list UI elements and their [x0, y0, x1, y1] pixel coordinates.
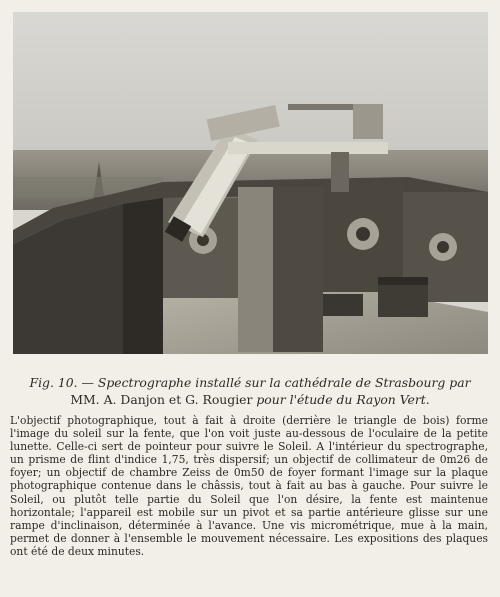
body-paragraph: L'objectif photographique, tout à fait à droite (derrière le triangle de bois) forme l'image du soleil sur la fente, que l'on voit juste au-dessous de l'oculaire de la petite lunette. Celle-ci sert de pointeur pour suivre le Soleil. A l'intérieur du spectrographe, un prisme de flint d'indice 1,75, très dispersif; un objectif de collimateur de 0m26 de foyer; un objectif de chambre Zeiss de 0m50 de foyer formant l'image sur la plaque photographique contenue dans le châssis, tout à fait au bas à gauche. Pour suivre le Soleil, ou plutôt telle partie du Soleil que l'on désire, la fente est maintenue horizontale; l'appareil est mobile sur un pivot et sa partie antérieure glisse sur une rampe d'inclinaison, déterminée à l'avance. Une vis micrométrique, mue à la main, permet de donner à l'ensemble le mouvement nécessaire. Les expositions des plaques ont été de deux minutes. — [10, 414, 488, 558]
figure-caption — [8, 374, 492, 408]
figure-purpose: pour l'étude du Rayon Vert. — [256, 392, 430, 407]
spectrograph-photo — [13, 12, 488, 354]
figure-title: Spectrographe installé sur la cathédrale de Strasbourg par — [97, 375, 471, 390]
figure-authors: MM. A. Danjon et G. Rougier — [70, 392, 253, 407]
figure-number: Fig. 10. — — [29, 375, 94, 390]
